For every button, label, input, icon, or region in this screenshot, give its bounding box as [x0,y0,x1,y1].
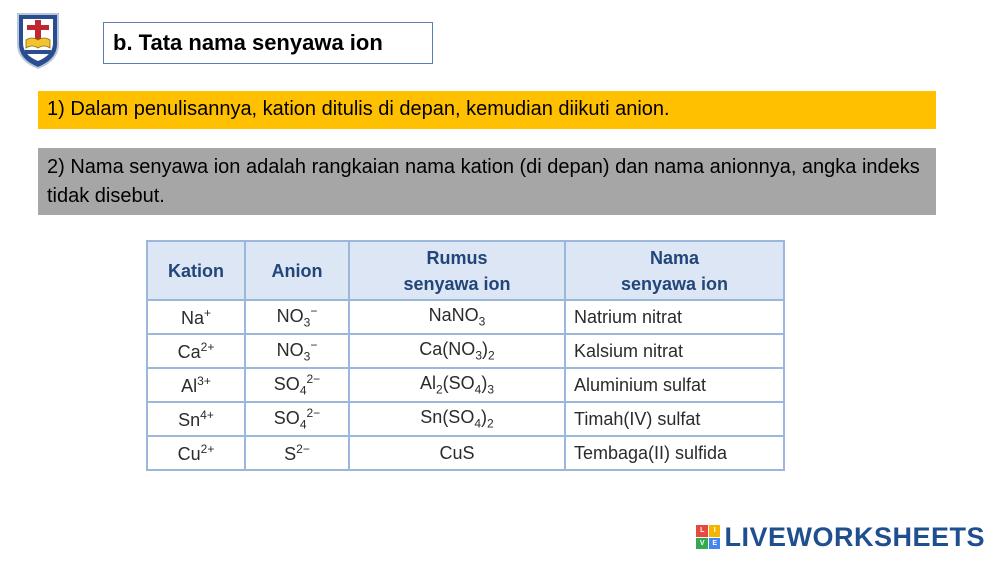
formula-subscript: 2 [487,416,494,431]
liveworksheets-badge-icon [696,525,720,549]
cell-anion-charge: − [310,304,318,319]
table-row [147,334,784,368]
cell-nama: Tembaga(II) sulfida [565,436,784,470]
formula-subscript: 2 [488,348,495,363]
cell-nama: Aluminium sulfat [565,368,784,402]
cell-kation-base: Ca [177,341,201,362]
badge-letter: L [696,525,708,537]
cell-kation-base: Sn [178,409,201,430]
cell-anion-base: S [284,443,297,464]
cell-kation-charge: 2+ [200,339,215,354]
header-nama [565,241,784,300]
cell-rumus [349,402,565,436]
badge-letter: V [696,538,708,550]
cell-anion-subscript: 4 [299,417,307,432]
cell-rumus [349,436,565,470]
badge-letter: I [709,525,721,537]
table-row [147,300,784,334]
cell-kation-charge: 2+ [200,441,215,456]
header-nama-line1: Nama [649,247,700,268]
header-rumus-line1: Rumus [426,247,488,268]
cell-anion-charge: − [310,338,318,353]
cell-anion-base: NO [276,340,304,361]
cell-kation-base: Al [181,375,198,396]
cell-nama: Timah(IV) sulfat [565,402,784,436]
cell-kation-base: Na [180,307,204,328]
formula-part: ) [481,407,488,428]
header-nama-line2: senyawa ion [620,273,729,294]
rule-point-1: 1) Dalam penulisannya, kation ditulis di depan, kemudian diikuti anion. [38,91,936,129]
ion-compound-table [146,240,785,471]
table-row [147,402,784,436]
cell-anion-charge: 2− [306,406,321,421]
cell-anion [245,334,349,368]
formula-subscript: 2 [435,382,443,397]
cell-anion-base: SO [273,408,300,429]
table-row [147,436,784,470]
cell-kation [147,368,245,402]
cell-kation [147,402,245,436]
cell-anion [245,402,349,436]
table-row [147,368,784,402]
cell-rumus [349,368,565,402]
formula-subscript: 3 [478,314,486,329]
header-rumus-line2: senyawa ion [403,273,511,294]
formula-subscript: 3 [487,382,495,397]
formula-part: NaNO [428,305,479,326]
cell-anion-base: SO [273,374,300,395]
cell-anion-subscript: 3 [303,349,311,364]
school-crest-logo [14,10,62,70]
cell-anion [245,300,349,334]
table-header-row [147,241,784,300]
formula-part: CuS [439,442,475,463]
formula-part: (SO [442,373,475,394]
rule-point-2: 2) Nama senyawa ion adalah rangkaian nama kation (di depan) dan nama anionnya, angka indeks tidak disebut. [38,148,936,215]
cell-anion-charge: 2− [306,372,321,387]
formula-part: Ca(NO [419,339,476,360]
cell-kation-charge: 3+ [197,373,211,388]
cell-anion-subscript: 3 [303,315,311,330]
cell-kation [147,300,245,334]
liveworksheets-brand-text: LIVEWORKSHEETS [724,521,985,552]
liveworksheets-logo [696,522,985,552]
formula-subscript: 4 [474,416,482,431]
cell-nama: Natrium nitrat [565,300,784,334]
cell-anion-charge: 2− [296,441,310,456]
table-body [147,300,784,470]
cell-rumus [349,334,565,368]
cell-kation-charge: + [204,305,212,320]
formula-subscript: 3 [475,348,482,363]
cell-kation-charge: 4+ [200,407,214,422]
header-rumus [349,241,565,300]
formula-subscript: 4 [474,382,482,397]
cell-kation [147,436,245,470]
section-title: b. Tata nama senyawa ion [103,22,433,64]
cell-rumus [349,300,565,334]
cell-kation-base: Cu [177,443,201,464]
badge-letter: E [709,538,721,550]
cell-anion [245,368,349,402]
cell-kation [147,334,245,368]
cell-anion-subscript: 4 [299,383,307,398]
formula-part: ) [481,373,488,394]
formula-part: Al [419,373,436,394]
cell-anion [245,436,349,470]
cell-anion-base: NO [276,306,304,327]
cell-nama: Kalsium nitrat [565,334,784,368]
formula-part: ) [482,339,488,360]
header-kation: Kation [147,241,245,300]
header-anion: Anion [245,241,349,300]
formula-part: Sn(SO [420,407,475,428]
